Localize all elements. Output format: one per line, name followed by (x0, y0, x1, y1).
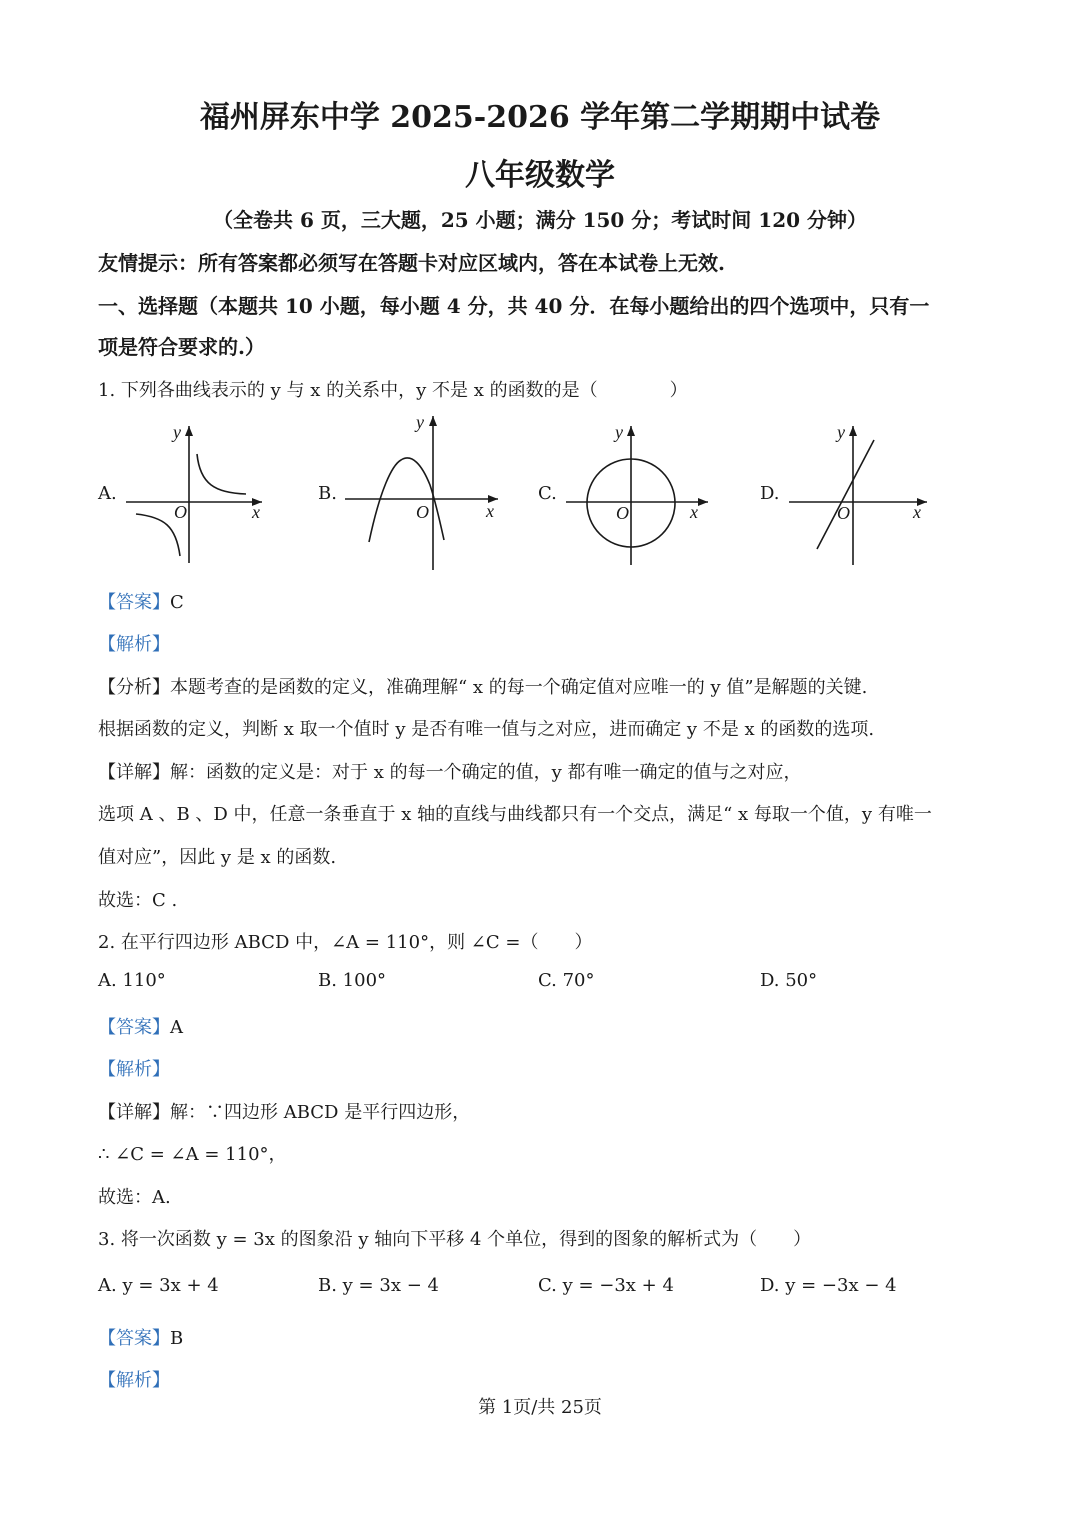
q3-option-b: B. y = 3x − 4 (318, 1275, 439, 1296)
q1-explain-line2: 根据函数的定义，判断 x 取一个值时 y 是否有唯一值与之对应，进而确定 y 不是 x 的函数的选项. (98, 719, 875, 740)
q3-option-c: C. y = −3x + 4 (538, 1275, 674, 1296)
answer-tag: 【答案】 (98, 1017, 170, 1038)
q1-graph-c (560, 418, 715, 572)
y-axis-label: y (173, 422, 181, 442)
q1-graph-d (785, 418, 935, 572)
q2-option-a: A. 110° (98, 970, 166, 991)
page-footer: 第 1页/共 25页 (478, 1397, 602, 1418)
q1-option-a-label: A. (98, 483, 117, 504)
q2-analysis-tag: 【解析】 (98, 1059, 170, 1080)
notice: 友情提示：所有答案都必须写在答题卡对应区域内，答在本试卷上无效. (98, 251, 725, 275)
answer-tag: 【答案】 (98, 592, 170, 613)
q1-xiangjie: 【详解】解：函数的定义是：对于 x 的每一个确定的值，y 都有唯一确定的值与之对应， (98, 762, 802, 783)
q2-therefore: ∴ ∠C = ∠A = 110°， (98, 1144, 287, 1165)
q2-answer (98, 1013, 183, 1039)
x-axis-label: x (690, 502, 698, 522)
q1-option-c-label: C. (538, 483, 557, 504)
q1-stem: 1. 下列各曲线表示的 y 与 x 的关系中，y 不是 x 的函数的是（ ） (98, 380, 688, 401)
q1-graph-b (340, 410, 505, 579)
q2-xiangjie: 【详解】解：∵四边形 ABCD 是平行四边形， (98, 1102, 471, 1123)
exam-info: （全卷共 6 页，三大题，25 小题；满分 150 分；考试时间 120 分钟） (213, 208, 867, 232)
x-axis-label: x (252, 502, 260, 522)
q1-answer (98, 588, 184, 614)
q2-option-b: B. 100° (318, 970, 387, 991)
q1-option-d-label: D. (760, 483, 780, 504)
q1-graph-a (120, 418, 270, 572)
y-axis-label: y (615, 422, 623, 442)
exam-title: 福州屏东中学 2025-2026 学年第二学期期中试卷 (199, 100, 881, 135)
origin-label: O (616, 503, 629, 523)
q3-option-a: A. y = 3x + 4 (98, 1275, 219, 1296)
q3-analysis-tag: 【解析】 (98, 1370, 170, 1391)
q3-stem: 3. 将一次函数 y = 3x 的图象沿 y 轴向下平移 4 个单位，得到的图象的解析式为（ ） (98, 1229, 812, 1250)
section-heading-line1: 一、选择题（本题共 10 小题，每小题 4 分，共 40 分．在每小题给出的四个选项中，只有一 (98, 294, 930, 318)
q3-option-d: D. y = −3x − 4 (760, 1275, 897, 1296)
q2-option-c: C. 70° (538, 970, 595, 991)
answer-value: C (170, 592, 184, 613)
origin-label: O (837, 503, 850, 523)
exam-subtitle: 八年级数学 (465, 158, 615, 193)
answer-value: B (170, 1328, 184, 1349)
q1-choose: 故选：C . (98, 890, 178, 911)
q1-explain-line5: 值对应”，因此 y 是 x 的函数. (98, 847, 337, 868)
q3-answer (98, 1324, 183, 1350)
q2-choose: 故选：A. (98, 1187, 171, 1208)
q2-stem: 2. 在平行四边形 ABCD 中，∠A = 110°，则 ∠C =（ ） (98, 932, 593, 953)
x-axis-label: x (913, 502, 921, 522)
q1-fenxi: 【分析】本题考查的是函数的定义，准确理解“ x 的每一个确定值对应唯一的 y 值”是解题的关键. (98, 677, 868, 698)
answer-value: A (170, 1017, 183, 1038)
section-heading-line2: 项是符合要求的.） (98, 335, 265, 359)
q1-option-b-label: B. (318, 483, 337, 504)
origin-label: O (174, 502, 187, 522)
q2-option-d: D. 50° (760, 970, 818, 991)
y-axis-label: y (416, 412, 424, 432)
q1-analysis-tag: 【解析】 (98, 634, 170, 655)
origin-label: O (416, 502, 429, 522)
y-axis-label: y (837, 422, 845, 442)
q1-explain-line4: 选项 A 、B 、D 中，任意一条垂直于 x 轴的直线与曲线都只有一个交点，满足“ x 每取一个值，y 有唯一 (98, 804, 932, 825)
x-axis-label: x (486, 501, 494, 521)
answer-tag: 【答案】 (98, 1328, 170, 1349)
